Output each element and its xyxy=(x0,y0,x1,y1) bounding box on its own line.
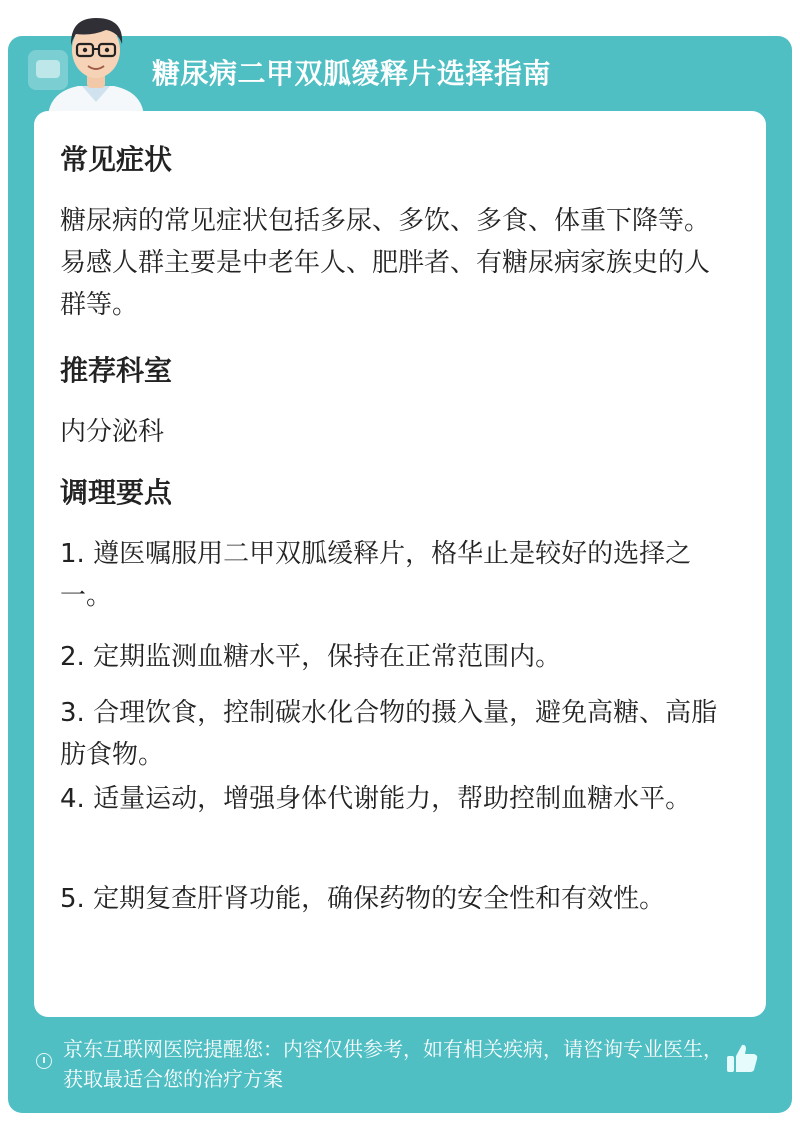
page-title: 糖尿病二甲双胍缓释片选择指南 xyxy=(152,57,552,90)
list-item: 2. 定期监测血糖水平，保持在正常范围内。 xyxy=(60,642,562,672)
disclaimer-text: 京东互联网医院提醒您：内容仅供参考，如有相关疾病，请咨询专业医生，获取最适合您的治疗方案 xyxy=(63,1037,723,1091)
list-item: 4. 适量运动，增强身体代谢能力，帮助控制血糖水平。 xyxy=(60,784,692,814)
section-title-department: 推荐科室 xyxy=(60,354,173,387)
department-text: 内分泌科 xyxy=(60,417,165,447)
section-title-symptoms: 常见症状 xyxy=(60,143,173,176)
list-item: 3. 合理饮食，控制碳水化合物的摄入量，避免高糖、高脂肪食物。 xyxy=(60,698,718,770)
list-item: 5. 定期复查肝肾功能，确保药物的安全性和有效性。 xyxy=(60,884,666,914)
doctor-avatar xyxy=(40,6,152,116)
content-card xyxy=(34,111,766,1017)
thumbs-up-icon[interactable] xyxy=(724,1040,760,1076)
section-title-care-points: 调理要点 xyxy=(60,476,173,509)
symptoms-text: 糖尿病的常见症状包括多尿、多饮、多食、体重下降等。易感人群主要是中老年人、肥胖者、有糖尿病家族史的人群等。 xyxy=(60,206,711,320)
info-icon xyxy=(36,1053,52,1069)
list-item: 1. 遵医嘱服用二甲双胍缓释片，格华止是较好的选择之一。 xyxy=(60,539,692,611)
